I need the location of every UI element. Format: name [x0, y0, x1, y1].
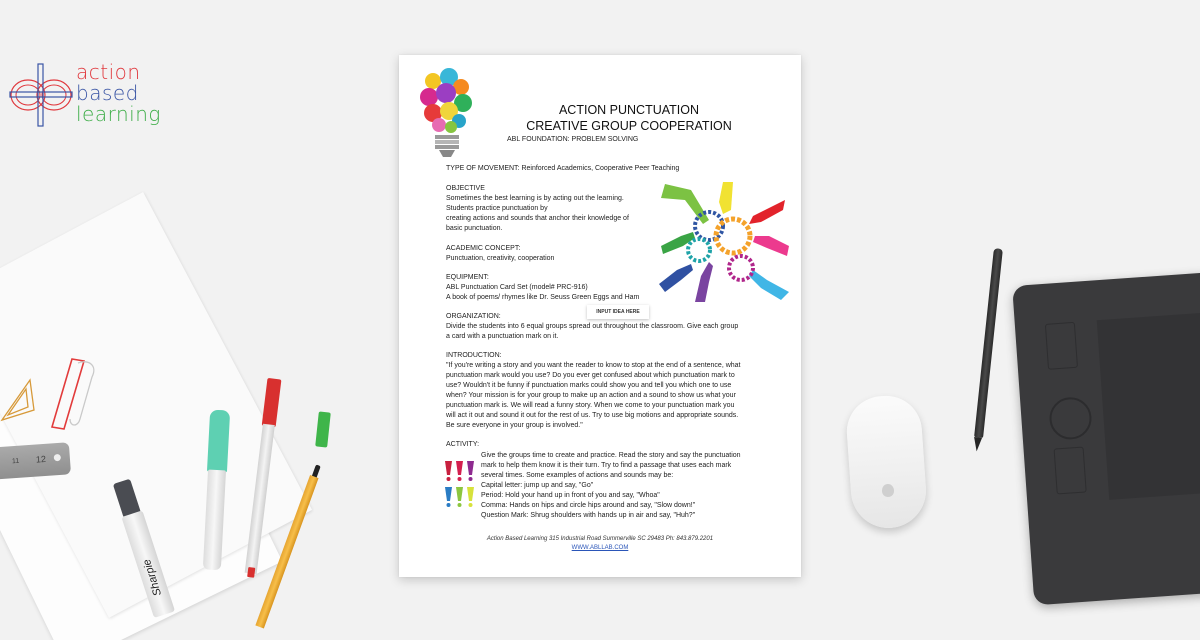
- equipment-heading: EQUIPMENT:: [446, 274, 489, 281]
- activity-line: Capital letter: jump up and say, "Go": [481, 482, 594, 489]
- ruler-number: 11: [11, 457, 20, 466]
- pen-cap-green: [315, 411, 331, 447]
- objective-heading: OBJECTIVE: [446, 185, 485, 192]
- input-idea-button[interactable]: INPUT IDEA HERE: [587, 305, 649, 319]
- organization-line: Divide the students into 6 equal groups spread out throughout the classroom. Give each group: [446, 323, 739, 330]
- introduction-line: punctuation mark is. We will read a funny story. When we come to your punctuation mark you: [446, 402, 735, 409]
- paper-clip-icon: [0, 375, 40, 425]
- activity-line: several times. Some examples of actions and sounds may be:: [481, 472, 674, 479]
- introduction-line: Be sure everyone in your group is involved.": [446, 422, 583, 429]
- document-footer-address: Action Based Learning 315 Industrial Road Summerville SC 29483 Ph: 843.879.2201: [486, 536, 714, 542]
- document-title-line2: CREATIVE GROUP COOPERATION: [526, 119, 732, 133]
- apple-logo-icon: [882, 484, 895, 498]
- logo-word-learning: learning: [76, 102, 161, 126]
- tablet-active-area: [1097, 308, 1200, 500]
- activity-line: Question Mark: Shrug shoulders with hands up in air and say, "Huh?": [481, 512, 696, 519]
- introduction-line: when? Your mission is for your group to make up an action and a sound to show us what your: [446, 392, 736, 399]
- hands-gears-teamwork-icon: [657, 180, 789, 302]
- ruler-number: 12: [35, 453, 47, 465]
- tablet-stylus-pen: [974, 248, 1003, 438]
- magic-mouse: [844, 394, 928, 531]
- drawing-tablet: [1012, 269, 1200, 606]
- organization-line: a card with a punctuation mark on it.: [446, 333, 559, 340]
- introduction-heading: INTRODUCTION:: [446, 352, 502, 359]
- website-link[interactable]: WWW.ABLLAB.COM: [571, 545, 629, 551]
- introduction-line: will act it out and sound it out for the rest of us. Try to use big motions and appropriate sounds.: [446, 412, 739, 419]
- lesson-plan-document: [399, 55, 801, 577]
- logo-word-action: action: [76, 60, 141, 84]
- lightbulb-puzzle-icon: [419, 67, 473, 159]
- paper-clip-icon: [42, 355, 102, 435]
- activity-line: mark to help them know it is their turn. Try to find a passage that uses each mark: [481, 462, 732, 469]
- ruler-hole: [54, 454, 61, 461]
- type-of-movement: TYPE OF MOVEMENT: Reinforced Academics, Cooperative Peer Teaching: [446, 165, 680, 172]
- objective-line: creating actions and sounds that anchor their knowledge of: [446, 215, 629, 222]
- marker-brand: Sharpie: [140, 557, 165, 598]
- objective-line: basic punctuation.: [446, 225, 503, 232]
- academic-concept-heading: ACADEMIC CONCEPT:: [446, 245, 521, 252]
- logo-word-based: based: [76, 81, 139, 105]
- equipment-line: A book of poems/ rhymes like Dr. Seuss Green Eggs and Ham: [446, 294, 640, 301]
- introduction-line: "If you're writing a story and you want the reader to know to stop at the end of a sentence, what: [446, 362, 741, 369]
- activity-line: Period: Hold your hand up in front of you and say, "Whoa": [481, 492, 660, 499]
- tablet-express-key: [1045, 322, 1078, 370]
- equipment-line: ABL Punctuation Card Set (model# PRC-916): [446, 284, 588, 291]
- exclamation-marks-icon: [443, 459, 477, 511]
- objective-line: Sometimes the best learning is by acting out the learning.: [446, 195, 624, 202]
- document-title-line1: ACTION PUNCTUATION: [558, 103, 700, 117]
- tablet-touch-ring: [1048, 396, 1093, 441]
- activity-line: Comma: Hands on hips and circle hips around and say, "Slow down!": [481, 502, 696, 509]
- abl-foundation: ABL FOUNDATION: PROBLEM SOLVING: [507, 136, 639, 143]
- introduction-line: use? Wouldn't it be funny if punctuation marks could show you and tell you which one to use: [446, 382, 732, 389]
- abl-logo-mark-icon: [8, 60, 74, 130]
- academic-concept-text: Punctuation, creativity, cooperation: [446, 255, 555, 262]
- ruler: [0, 442, 71, 480]
- tablet-express-key: [1054, 447, 1087, 495]
- organization-heading: ORGANIZATION:: [446, 313, 501, 320]
- activity-line: Give the groups time to create and practice. Read the story and say the punctuation: [481, 452, 741, 459]
- action-based-learning-logo: [8, 60, 183, 132]
- activity-heading: ACTIVITY:: [446, 441, 480, 448]
- objective-line: Students practice punctuation by: [446, 205, 548, 212]
- introduction-line: punctuation mark would you use? Do you ever get confused about which punctuation mark to: [446, 372, 735, 379]
